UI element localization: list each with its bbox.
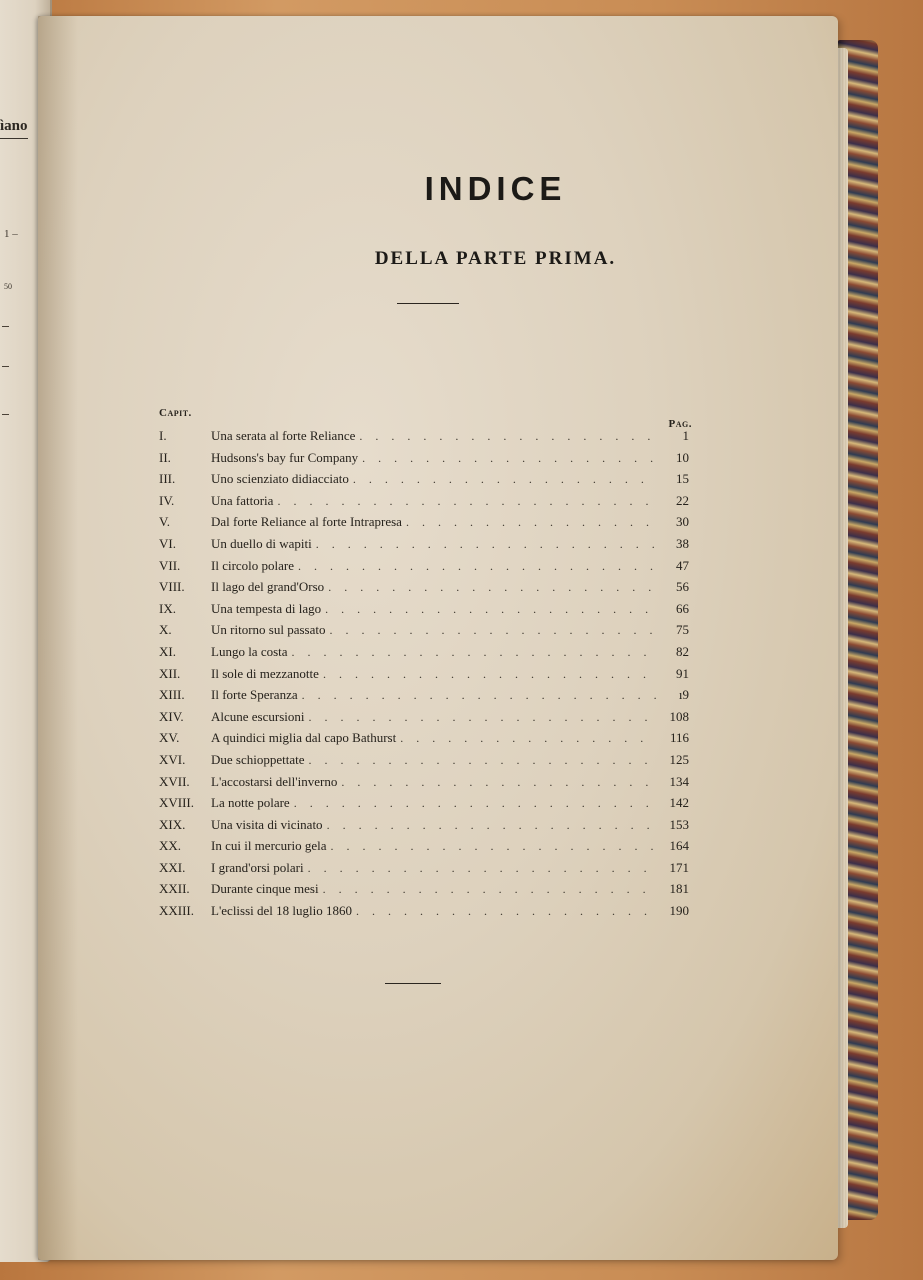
toc-entry: [159, 878, 689, 900]
chapter-title: Due schioppettate: [211, 751, 305, 767]
dot-leader: [331, 836, 657, 858]
toc-entry: [159, 900, 689, 922]
previous-page-number-fragment: 1 –: [4, 228, 18, 240]
chapter-title: Una serata al forte Reliance: [211, 428, 356, 443]
chapter-title: Il sole di mezzanotte: [211, 665, 319, 681]
toc-entry: [159, 835, 689, 857]
chapter-title: Il lago del grand'Orso: [211, 579, 325, 595]
chapter-title: Hudsons's bay fur Company: [211, 449, 359, 465]
chapter-title: Un ritorno sul passato: [211, 622, 326, 638]
chapter-column-header: Capit.: [159, 407, 192, 419]
toc-entry: [159, 857, 689, 879]
dot-leader: [308, 858, 657, 880]
dot-leader: [323, 879, 657, 901]
chapter-page-number: 82: [676, 643, 689, 659]
chapter-number: VIII.: [159, 579, 185, 595]
chapter-page-number: 125: [669, 751, 689, 767]
chapter-number: XIII.: [159, 687, 185, 703]
chapter-number: XX.: [159, 838, 182, 854]
dot-leader: [302, 685, 657, 707]
chapter-number: XVI.: [159, 751, 186, 767]
dot-leader: [356, 901, 657, 923]
dot-leader: [359, 426, 657, 448]
toc-entry: [159, 447, 689, 469]
toc-entry: [159, 771, 689, 793]
dot-leader: [316, 534, 657, 556]
dot-leader: [309, 707, 657, 729]
chapter-title: L'eclissi del 18 luglio 1860: [211, 903, 352, 919]
chapter-page-number: 1: [682, 428, 689, 443]
dot-leader: [298, 556, 657, 578]
chapter-page-number: 56: [676, 579, 689, 595]
dot-leader: [362, 448, 657, 470]
chapter-number: IV.: [159, 492, 175, 508]
chapter-number: III.: [159, 471, 176, 487]
dot-leader: [294, 793, 657, 815]
previous-page-dash: [2, 414, 9, 415]
chapter-title: I grand'orsi polari: [211, 859, 304, 875]
chapter-page-number: 38: [676, 535, 689, 551]
toc-entry: [159, 684, 689, 706]
top-divider: [397, 303, 459, 304]
chapter-page-number: 181: [669, 881, 689, 897]
previous-page-dash: [2, 326, 9, 327]
chapter-page-number: ı9: [678, 687, 689, 703]
chapter-number: XXII.: [159, 881, 190, 897]
toc-entry: [159, 598, 689, 620]
chapter-number: XXI.: [159, 859, 186, 875]
chapter-page-number: 22: [676, 492, 689, 508]
chapter-number: XIX.: [159, 816, 186, 832]
chapter-page-number: 66: [676, 600, 689, 616]
dot-leader: [341, 772, 657, 794]
chapter-page-number: 75: [676, 622, 689, 638]
chapter-title: L'accostarsi dell'inverno: [211, 773, 338, 789]
chapter-page-number: 15: [676, 471, 689, 487]
chapter-number: XI.: [159, 643, 176, 659]
chapter-page-number: 190: [669, 903, 689, 919]
chapter-page-number: 91: [676, 665, 689, 681]
dot-leader: [292, 642, 657, 664]
chapter-page-number: 10: [676, 449, 689, 465]
chapter-title: Una fattoria: [211, 492, 274, 508]
toc-entry: [159, 792, 689, 814]
dot-leader: [406, 512, 657, 534]
chapter-number: VI.: [159, 535, 176, 551]
chapter-page-number: 153: [669, 816, 689, 832]
chapter-page-number: 47: [676, 557, 689, 573]
toc-entry: [159, 749, 689, 771]
chapter-title: In cui il mercurio gela: [211, 838, 327, 854]
chapter-number: XXIII.: [159, 903, 195, 919]
chapter-number: XII.: [159, 665, 181, 681]
chapter-number: XIV.: [159, 708, 184, 724]
bottom-divider: [385, 983, 441, 984]
chapter-number: VII.: [159, 557, 181, 573]
dot-leader: [329, 620, 657, 642]
chapter-title: A quindici miglia dal capo Bathurst: [211, 730, 397, 746]
chapter-number: IX.: [159, 600, 176, 616]
chapter-title: Durante cinque mesi: [211, 881, 319, 897]
chapter-title: Lungo la costa: [211, 643, 288, 659]
toc-entry: [159, 619, 689, 641]
toc-entry: [159, 663, 689, 685]
dot-leader: [400, 728, 657, 750]
chapter-title: Uno scienziato didiacciato: [211, 471, 349, 487]
toc-entry: [159, 511, 689, 533]
dot-leader: [353, 469, 657, 491]
toc-entry: [159, 576, 689, 598]
page-title: INDICE: [424, 170, 567, 207]
toc-entry: [159, 425, 689, 447]
chapter-page-number: 171: [669, 859, 689, 875]
chapter-title: Il circolo polare: [211, 557, 295, 573]
chapter-title: Una visita di vicinato: [211, 816, 323, 832]
chapter-number: X.: [159, 622, 172, 638]
chapter-title: Il forte Speranza: [211, 687, 298, 703]
chapter-number: XVII.: [159, 773, 190, 789]
chapter-page-number: 30: [676, 514, 689, 530]
previous-page-number-fragment: 50: [4, 282, 12, 291]
chapter-number: I.: [159, 428, 167, 443]
chapter-number: XV.: [159, 730, 180, 746]
dot-leader: [328, 577, 657, 599]
chapter-page-number: 164: [669, 838, 689, 854]
dot-leader: [327, 815, 657, 837]
toc-entry: [159, 814, 689, 836]
toc-rows: [159, 425, 689, 922]
chapter-title: Un duello di wapiti: [211, 535, 312, 551]
dot-leader: [323, 664, 657, 686]
toc-entry: [159, 641, 689, 663]
previous-page-heading-fragment: ìano: [0, 118, 28, 139]
page-subtitle: DELLA PARTE PRIMA.: [374, 248, 617, 269]
dot-leader: [277, 491, 657, 513]
chapter-title: Una tempesta di lago: [211, 600, 322, 616]
chapter-title: La notte polare: [211, 795, 290, 811]
page-column-header: Pag.: [668, 418, 692, 430]
chapter-page-number: 134: [669, 773, 689, 789]
chapter-page-number: 108: [669, 708, 689, 724]
dot-leader: [325, 599, 657, 621]
chapter-title: Alcune escursioni: [211, 708, 305, 724]
toc-entry: [159, 555, 689, 577]
chapter-number: II.: [159, 449, 171, 465]
chapter-number: XVIII.: [159, 795, 195, 811]
toc-entry: [159, 533, 689, 555]
chapter-title: Dal forte Reliance al forte Intrapresa: [211, 514, 402, 530]
previous-page-dash: [2, 366, 9, 367]
chapter-page-number: 142: [669, 795, 689, 811]
chapter-number: V.: [159, 514, 170, 530]
toc-entry: [159, 727, 689, 749]
dot-leader: [309, 750, 658, 772]
toc-entry: [159, 706, 689, 728]
toc-entry: [159, 468, 689, 490]
chapter-page-number: 116: [669, 730, 689, 746]
toc-entry: [159, 490, 689, 512]
